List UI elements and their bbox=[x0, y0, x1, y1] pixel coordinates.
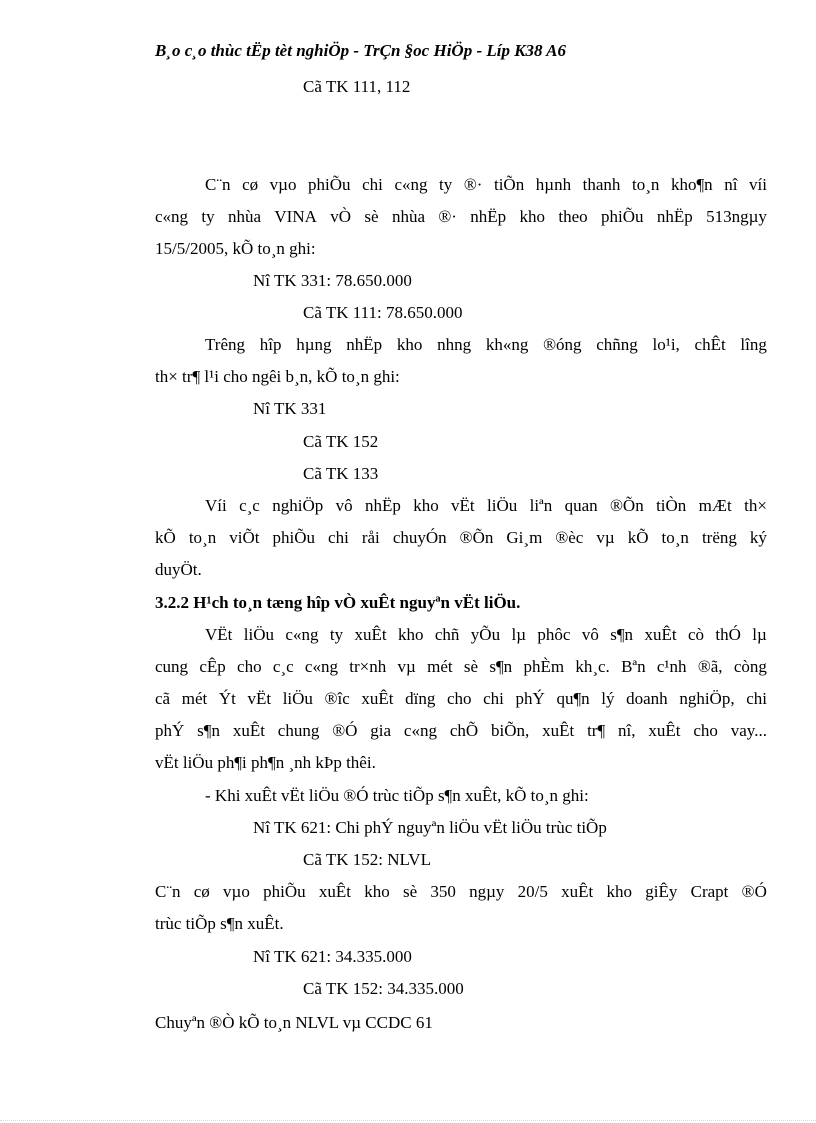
text-line: trùc tiÕp s¶n xuÊt. bbox=[155, 914, 284, 933]
journal-debit-line: Nî TK 331 bbox=[253, 399, 327, 418]
word: s¶n bbox=[489, 657, 513, 676]
page-bottom-rule bbox=[0, 1120, 816, 1121]
journal-credit-line: Cã TK 152 bbox=[303, 432, 379, 451]
word: c¸c bbox=[239, 496, 260, 515]
word: hîp bbox=[259, 335, 282, 354]
word: giÊy bbox=[645, 882, 678, 901]
word: chi bbox=[362, 175, 383, 194]
word: trëng bbox=[701, 528, 737, 547]
word: ngµy bbox=[469, 882, 505, 901]
word: vô bbox=[335, 496, 353, 515]
word: s¶n bbox=[610, 625, 634, 644]
word: c«ng bbox=[403, 721, 437, 740]
word: vËt bbox=[451, 496, 475, 515]
word: Bªn bbox=[621, 657, 646, 676]
word: liªn bbox=[529, 496, 553, 515]
word: mét bbox=[427, 657, 453, 676]
justified-line bbox=[155, 688, 767, 710]
word: chi bbox=[483, 689, 504, 708]
word: yÕu bbox=[470, 625, 501, 644]
journal-credit-line: Cã TK 152: NLVL bbox=[303, 850, 431, 869]
word: ®Ó bbox=[332, 721, 358, 740]
word: cø bbox=[242, 175, 259, 194]
word: chi bbox=[746, 689, 767, 708]
word: vËt bbox=[247, 689, 272, 708]
word: kho bbox=[519, 207, 546, 226]
word: lý bbox=[601, 689, 615, 708]
word: hµnh bbox=[535, 175, 572, 194]
word: cho bbox=[237, 657, 262, 676]
word: nhng bbox=[437, 335, 472, 354]
word: cø bbox=[193, 882, 210, 901]
journal-debit-line: Nî TK 331: 78.650.000 bbox=[253, 271, 412, 290]
word: nghiÖp bbox=[272, 496, 324, 515]
word: kÕ bbox=[155, 528, 176, 547]
word: to¸n bbox=[661, 528, 689, 547]
word: sè bbox=[364, 207, 379, 226]
word: phiÕu bbox=[308, 175, 351, 194]
justified-line bbox=[155, 527, 767, 549]
word: VINA bbox=[274, 207, 317, 226]
word: chÕ bbox=[449, 721, 479, 740]
word: Víi bbox=[205, 496, 227, 515]
word: nî, bbox=[618, 721, 636, 740]
word: to¸n bbox=[631, 175, 660, 194]
word: kho bbox=[606, 882, 633, 901]
word: chñ bbox=[434, 625, 460, 644]
word: lo¹i, bbox=[652, 335, 680, 354]
word: cung bbox=[155, 657, 189, 676]
word: viÕt bbox=[229, 528, 260, 547]
word: theo bbox=[558, 207, 588, 226]
word: liÖu bbox=[282, 689, 313, 708]
word: thanh bbox=[582, 175, 621, 194]
text-line: Cã TK 111, 112 bbox=[303, 77, 411, 96]
word: nhËp bbox=[346, 335, 383, 354]
word: xuÊt bbox=[232, 721, 265, 740]
word: phiÕu bbox=[272, 528, 315, 547]
word: cã bbox=[155, 689, 171, 708]
word: gia bbox=[370, 721, 392, 740]
word: tr¶ bbox=[587, 721, 606, 740]
word: råi bbox=[361, 528, 380, 547]
word: ty bbox=[439, 175, 453, 194]
word: nhùa bbox=[391, 207, 425, 226]
text-line: duyÖt. bbox=[155, 560, 202, 579]
word: th× bbox=[744, 496, 767, 515]
word: sè bbox=[463, 657, 479, 676]
word: VËt bbox=[205, 625, 233, 644]
word: vô bbox=[581, 625, 599, 644]
word: to¸n bbox=[188, 528, 217, 547]
word: kho bbox=[396, 335, 423, 354]
word: ty bbox=[329, 625, 344, 644]
word: xuÊt bbox=[561, 882, 594, 901]
word: tr×nh bbox=[349, 657, 387, 676]
word: ®Õn bbox=[610, 496, 644, 515]
word: phiÕu bbox=[601, 207, 644, 226]
word: kh«ng bbox=[485, 335, 529, 354]
justified-line bbox=[205, 624, 767, 646]
word: vµ bbox=[397, 657, 416, 676]
word: chung bbox=[277, 721, 320, 740]
word: tiÒn bbox=[656, 496, 687, 515]
word: cÊp bbox=[199, 657, 226, 676]
page-header: B¸o c¸o thùc tËp tèt nghiÖp - TrÇn §oc HiÖp - Líp K38 A6 bbox=[155, 41, 567, 60]
word: ®· bbox=[463, 175, 483, 194]
word: xuÊt bbox=[644, 625, 677, 644]
word: lîng bbox=[740, 335, 767, 354]
word: phiÕu bbox=[263, 882, 306, 901]
justified-line bbox=[155, 206, 767, 228]
word: sè bbox=[402, 882, 418, 901]
word: liÖu bbox=[487, 496, 518, 515]
word: Gi¸m bbox=[506, 528, 543, 547]
word: xuÊt bbox=[542, 721, 575, 740]
word: nhËp bbox=[364, 496, 401, 515]
journal-debit-line: Nî TK 621: Chi phÝ nguyªn liÖu vËt liÖu trùc tiÕp bbox=[253, 818, 607, 837]
word: C¨n bbox=[205, 175, 231, 194]
word: nhËp bbox=[470, 207, 507, 226]
word: kho¶n bbox=[670, 175, 713, 194]
text-line: th× tr¶ l¹i cho ngêi b¸n, kÕ to¸n ghi: bbox=[155, 367, 400, 386]
word: chuyÓn bbox=[392, 528, 447, 547]
word: Ýt bbox=[218, 689, 236, 708]
word: lµ bbox=[752, 625, 767, 644]
word: cho bbox=[446, 689, 472, 708]
word: ®ã, bbox=[697, 657, 723, 676]
word: kho bbox=[364, 882, 390, 901]
word: xuÊt bbox=[648, 721, 681, 740]
word: ®· bbox=[438, 207, 457, 226]
word: phÝ bbox=[515, 689, 545, 708]
word: nhËp bbox=[656, 207, 693, 226]
journal-credit-line: Cã TK 111: 78.650.000 bbox=[303, 303, 463, 322]
word: phôc bbox=[537, 625, 571, 644]
word: ®Ó bbox=[741, 882, 767, 901]
page-footer: Chuyªn ®Ò kÕ to¸n NLVL vµ CCDC 61 bbox=[155, 1013, 433, 1032]
text-line: 15/5/2005, kÕ to¸n ghi: bbox=[155, 239, 316, 258]
word: C¨n bbox=[155, 882, 181, 901]
word: xuÊt bbox=[354, 625, 387, 644]
word: chñng bbox=[596, 335, 638, 354]
word: quan bbox=[564, 496, 598, 515]
word: vµ bbox=[596, 528, 615, 547]
section-heading: 3.2.2 H¹ch to¸n tæng hîp vÒ xuÊt nguyªn vËt liÖu. bbox=[155, 593, 521, 612]
journal-debit-line: Nî TK 621: 34.335.000 bbox=[253, 947, 412, 966]
word: c«ng bbox=[394, 175, 428, 194]
word: c«ng bbox=[304, 657, 338, 676]
word: ký bbox=[749, 528, 767, 547]
word: thÓ bbox=[715, 625, 741, 644]
word: phÈm bbox=[523, 657, 565, 676]
word: vay... bbox=[730, 721, 767, 740]
word: mét bbox=[181, 689, 208, 708]
word: ®îc bbox=[324, 689, 350, 708]
word: xuÊt bbox=[318, 882, 351, 901]
word: lµ bbox=[511, 625, 526, 644]
word: 20/5 bbox=[517, 882, 548, 901]
journal-credit-line: Cã TK 152: 34.335.000 bbox=[303, 979, 464, 998]
word: phÝ bbox=[155, 721, 185, 740]
word: tiÕn bbox=[493, 175, 525, 194]
word: dïng bbox=[405, 689, 436, 708]
word: nî bbox=[724, 175, 738, 194]
word: Crapt bbox=[690, 882, 729, 901]
word: 513ngµy bbox=[706, 207, 767, 226]
word: còng bbox=[733, 657, 767, 676]
word: Trêng bbox=[205, 335, 245, 354]
word: ®Õn bbox=[459, 528, 494, 547]
justified-line bbox=[205, 334, 767, 356]
justified-line bbox=[155, 881, 767, 903]
word: chi bbox=[328, 528, 349, 547]
journal-credit-line: Cã TK 133 bbox=[303, 464, 379, 483]
word: c«ng bbox=[155, 207, 189, 226]
word: kÕ bbox=[627, 528, 649, 547]
word: liÖu bbox=[243, 625, 275, 644]
word: c¸c bbox=[272, 657, 294, 676]
word: qu¶n bbox=[556, 689, 590, 708]
word: biÕn, bbox=[491, 721, 530, 740]
word: hµng bbox=[296, 335, 332, 354]
word: vÒ bbox=[330, 207, 352, 226]
word: kho bbox=[413, 496, 439, 515]
text-line: vËt liÖu ph¶i ph¶n ¸nh kÞp thêi. bbox=[155, 753, 376, 772]
word: ®èc bbox=[555, 528, 584, 547]
word: ty bbox=[201, 207, 215, 226]
word: chÊt bbox=[694, 335, 726, 354]
word: s¶n bbox=[197, 721, 220, 740]
word: vµo bbox=[269, 175, 297, 194]
word: nhùa bbox=[228, 207, 262, 226]
word: kho bbox=[397, 625, 424, 644]
word: nghiÖp, bbox=[679, 689, 735, 708]
text-line: - Khi xuÊt vËt liÖu ®Ó trùc tiÕp s¶n xuÊt, kÕ to¸n ghi: bbox=[205, 786, 589, 805]
word: kh¸c. bbox=[575, 657, 610, 676]
word: c¹nh bbox=[656, 657, 687, 676]
word: ®óng bbox=[543, 335, 582, 354]
word: c«ng bbox=[285, 625, 319, 644]
word: 350 bbox=[430, 882, 456, 901]
justified-line bbox=[205, 174, 767, 196]
word: cò bbox=[687, 625, 704, 644]
word: xuÊt bbox=[361, 689, 394, 708]
word: víi bbox=[749, 175, 767, 194]
justified-line bbox=[155, 720, 767, 742]
word: doanh bbox=[626, 689, 668, 708]
word: mÆt bbox=[698, 496, 732, 515]
justified-line bbox=[155, 656, 767, 678]
word: vµo bbox=[223, 882, 250, 901]
justified-line bbox=[205, 495, 767, 517]
word: cho bbox=[693, 721, 718, 740]
